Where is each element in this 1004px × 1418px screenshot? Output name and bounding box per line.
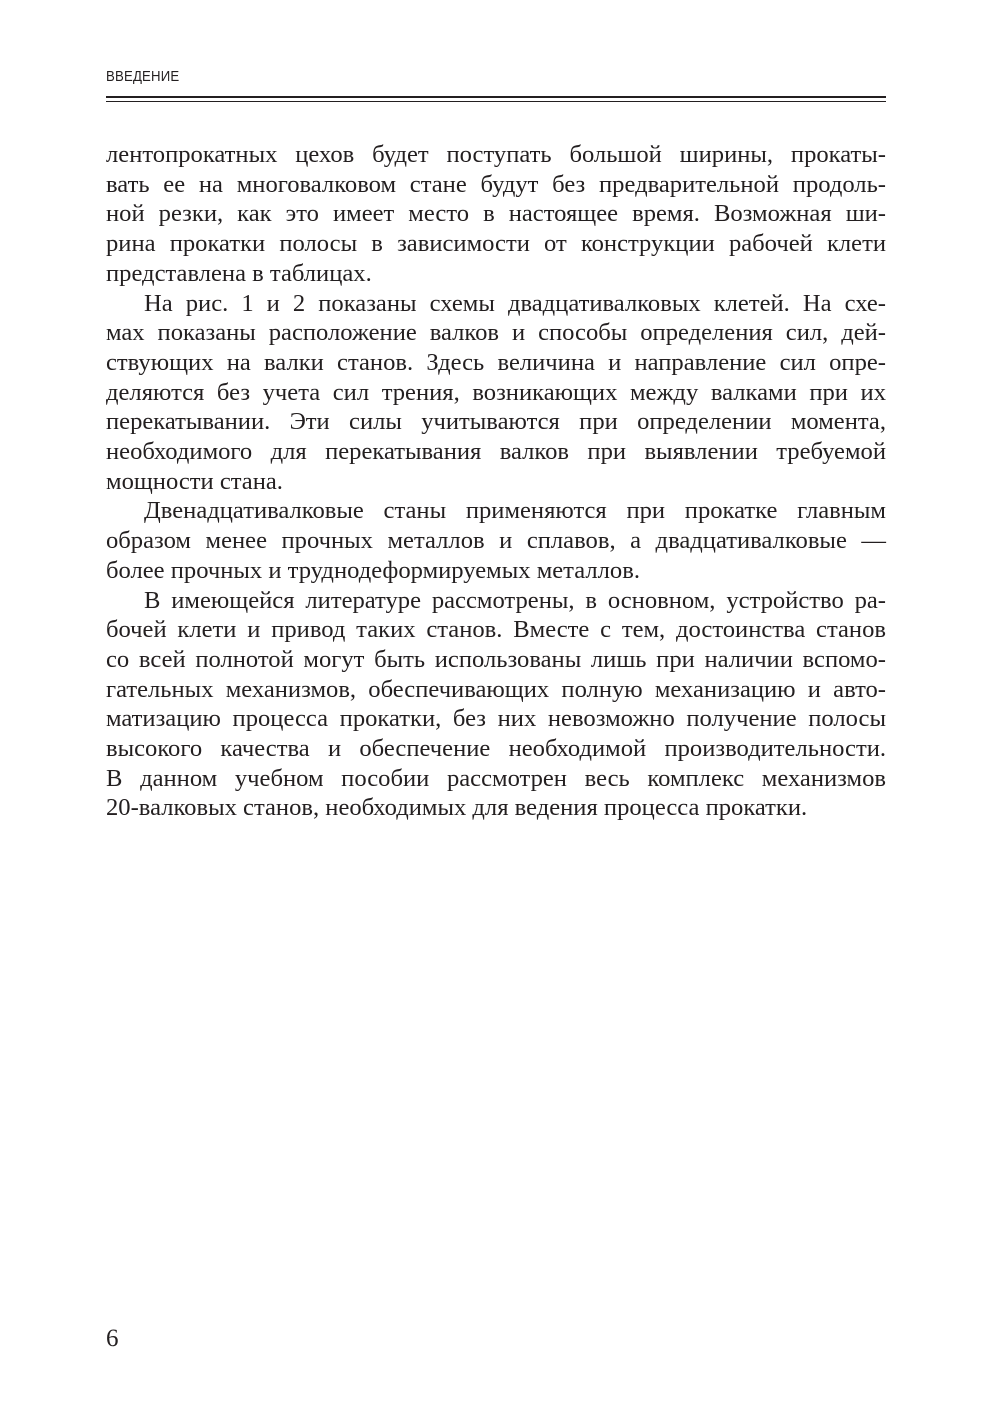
text-line: со всей полнотой могут быть использованы лишь при наличии вспомо- [106, 645, 886, 673]
text-line: ной резки, как это имеет место в настоящее время. Возможная ши- [106, 200, 886, 228]
header-rule-thick [106, 96, 886, 98]
text-line: В имеющейся литературе рассмотрены, в основном, устройство ра- [144, 586, 886, 614]
text-line: вать ее на многовалковом стане будут без предварительной продоль- [106, 170, 886, 198]
text-line: необходимого для перекатывания валков при выявлении требуемой [106, 438, 886, 466]
text-line: лентопрокатных цехов будет поступать большой ширины, прокаты- [106, 141, 886, 168]
text-line: гательных механизмов, обеспечивающих полную механизацию и авто- [106, 675, 886, 703]
text-line: мах показаны расположение валков и способы определения сил, дей- [106, 319, 886, 347]
text-line: матизацию процесса прокатки, без них невозможно получение полосы [106, 705, 886, 733]
text-line: деляются без учета сил трения, возникающих между валками при их [106, 378, 886, 406]
running-head: ВВЕДЕНИЕ [106, 68, 180, 85]
page-number: 6 [106, 1325, 119, 1352]
text-line: ствующих на валки станов. Здесь величина и направление сил опре- [106, 348, 886, 376]
text-line: Двенадцативалковые станы применяются при прокатке главным [144, 497, 886, 525]
text-line: мощности стана. [106, 467, 283, 495]
text-line: рина прокатки полосы в зависимости от конструкции рабочей клети [106, 230, 886, 258]
text-line: более прочных и труднодеформируемых металлов. [106, 556, 640, 584]
paragraph-1 [106, 140, 886, 289]
text-line: На рис. 1 и 2 показаны схемы двадцативалковых клетей. На схе- [144, 289, 886, 317]
paragraph-2 [106, 289, 886, 497]
body-text [106, 140, 886, 823]
text-line: образом менее прочных металлов и сплавов, а двадцативалковые — [106, 527, 886, 555]
text-line: бочей клети и привод таких станов. Вместе с тем, достоинства станов [106, 616, 886, 644]
text-line: В данном учебном пособии рассмотрен весь комплекс механизмов [106, 764, 886, 792]
header-rule-thin [106, 101, 886, 102]
paragraph-4 [106, 586, 886, 824]
paragraph-3 [106, 496, 886, 585]
text-line: представлена в таблицах. [106, 259, 372, 287]
text-line: 20-валковых станов, необходимых для ведения процесса прокатки. [106, 794, 808, 822]
text-line: перекатывании. Эти силы учитываются при определении момента, [106, 408, 886, 436]
text-line: высокого качества и обеспечение необходимой производительности. [106, 735, 886, 763]
